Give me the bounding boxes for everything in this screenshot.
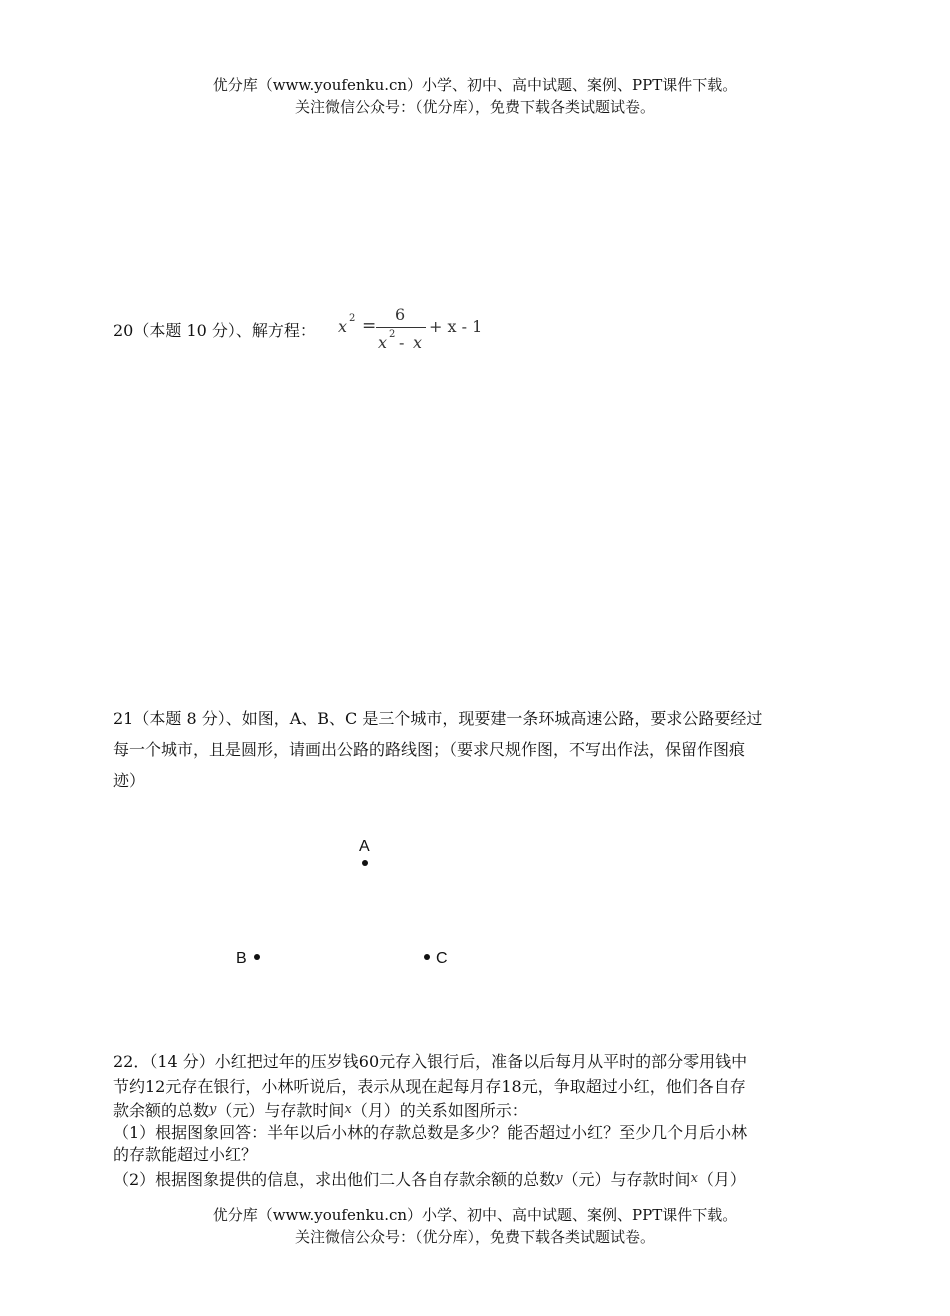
eq-den-minus: -	[399, 333, 405, 352]
eq-numerator: 6	[395, 305, 406, 324]
eq-tail: + x - 1	[429, 317, 483, 336]
footer-line-2: 关注微信公众号：（优分库），免费下载各类试题试卷。	[294, 1228, 655, 1246]
point-b-dot	[254, 954, 260, 960]
page-header	[0, 74, 950, 118]
page-footer	[0, 1204, 950, 1248]
point-c-dot	[424, 954, 430, 960]
question-22-line-6	[113, 1166, 841, 1193]
question-21-line-1: 21（本题 8 分）、如图，A、B、C 是三个城市，现要建一条环城高速公路，要求公路要经过	[113, 709, 763, 728]
q22-line6-part-a: （2）根据图象提供的信息，求出他们二人各自存款余额的总数	[113, 1170, 556, 1189]
eq-lhs-x: x	[338, 317, 348, 336]
question-21-line-3: 迹）	[113, 771, 146, 790]
var-y: y	[209, 1102, 217, 1117]
question-22-line-5: 的存款能超过小红？	[113, 1145, 258, 1164]
question-22-line-4: （1）根据图象回答：半年以后小林的存款总数是多少？能否超过小红？至少几个月后小林	[113, 1123, 748, 1142]
header-line-2: 关注微信公众号：（优分库），免费下载各类试题试卷。	[294, 98, 655, 116]
question-21	[113, 703, 841, 796]
q22-line3-part-c: （月）的关系如图所示：	[351, 1101, 528, 1120]
eq-den-x2: x	[413, 333, 423, 352]
q22-line6-part-c: （月）	[697, 1170, 746, 1189]
eq-equals: =	[362, 316, 377, 336]
fraction-bar	[376, 327, 426, 328]
point-c-label: C	[436, 950, 448, 967]
footer-line-1: 优分库（www.youfenku.cn）小学、初中、高中试题、案例、PPT课件下载。	[212, 1206, 738, 1224]
point-b-label: B	[236, 950, 247, 967]
eq-den-exponent: 2	[389, 329, 396, 340]
question-21-line-2: 每一个城市，且是圆形，请画出公路的路线图；（要求尺规作图，不写出作法，保留作图痕	[113, 740, 746, 759]
var-y-2: y	[555, 1171, 563, 1186]
question-22-line-1: 22．（14 分）小红把过年的压岁钱60元存入银行后，准备以后每月从平时的部分零用钱中	[113, 1052, 748, 1071]
q22-line3-part-a: 款余额的总数	[113, 1101, 210, 1120]
var-x: x	[344, 1102, 352, 1117]
question-22-line-3	[113, 1099, 841, 1122]
point-a-label: A	[359, 838, 370, 855]
question-20-label: 20（本题 10 分）、解方程：	[113, 321, 316, 340]
header-line-1: 优分库（www.youfenku.cn）小学、初中、高中试题、案例、PPT课件下载。	[212, 76, 738, 94]
question-22	[113, 1049, 841, 1193]
point-a-dot	[362, 860, 368, 866]
eq-lhs-exponent: 2	[349, 313, 356, 324]
var-x-2: x	[690, 1171, 698, 1186]
question-20	[113, 305, 513, 355]
q22-line3-part-b: （元）与存款时间	[216, 1101, 345, 1120]
q22-line6-part-b: （元）与存款时间	[562, 1170, 691, 1189]
question-22-line-2: 节约12元存在银行，小林听说后，表示从现在起每月存18元，争取超过小红，他们各自存	[113, 1077, 746, 1096]
eq-den-x: x	[378, 333, 388, 352]
